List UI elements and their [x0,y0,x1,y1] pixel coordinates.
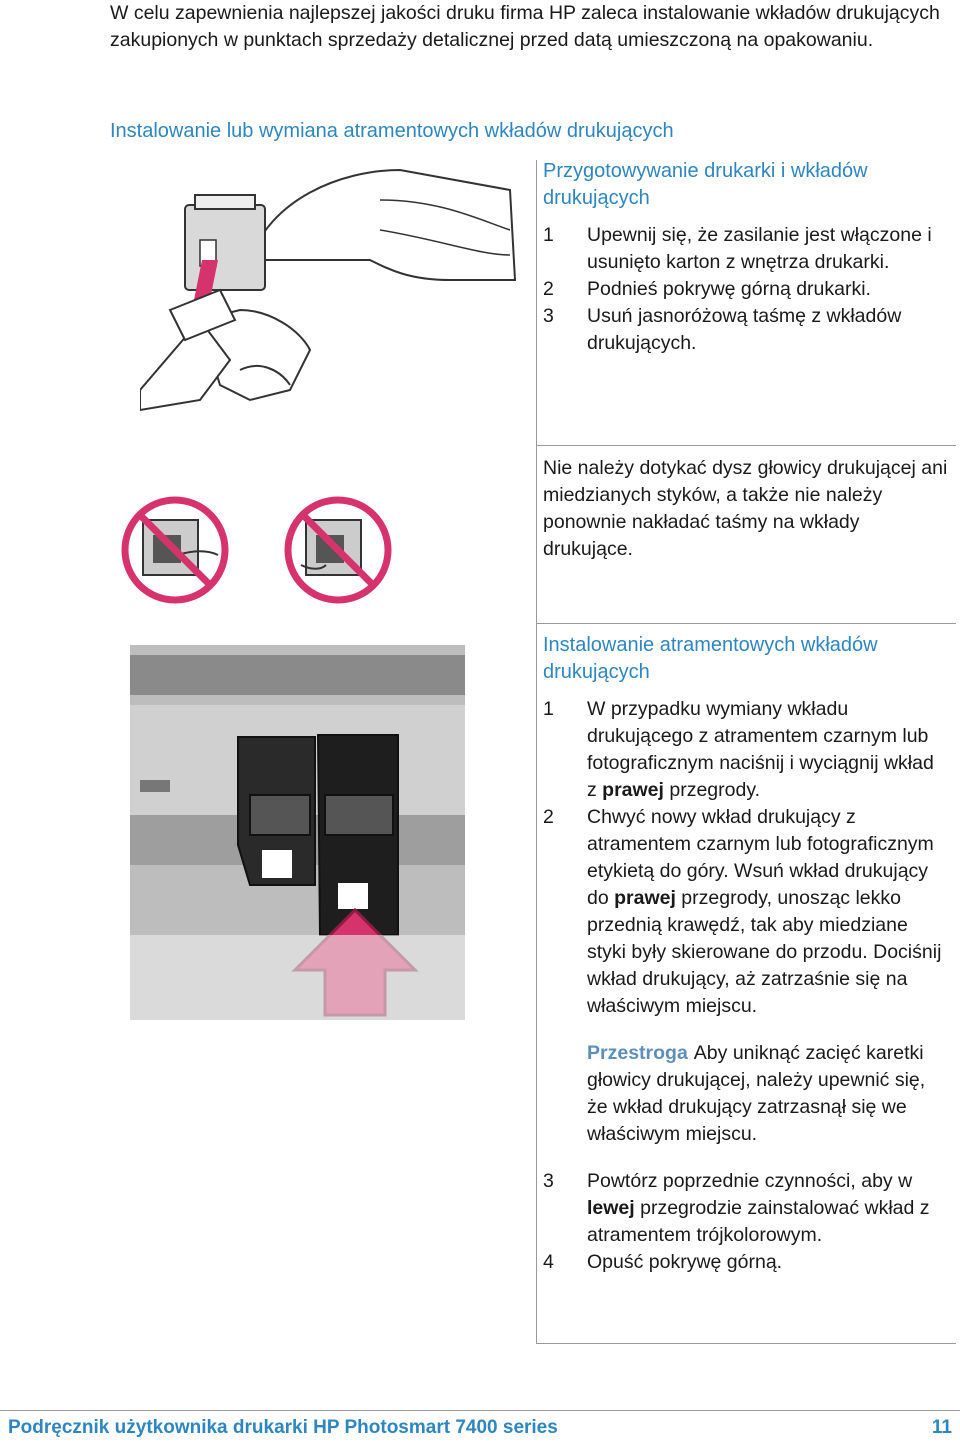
install-steps-continued [543,1168,948,1276]
emphasis: prawej [614,887,676,909]
caution-text: Aby uniknąć zacięć karetki głowicy drukującej, należy upewnić się, że wkład drukujący zatrzasnął się we właściwym miejscu. [587,1042,926,1145]
column-divider [536,445,537,623]
carriage-illustration [130,645,465,1020]
step-text: przegrody. [663,779,761,801]
cartridge-hand-illustration [140,160,530,440]
install-section [543,632,948,1276]
step-number: 4 [543,1251,554,1273]
step-number: 2 [543,806,554,828]
page-footer [0,1410,960,1445]
step-text: Podnieś pokrywę górną drukarki. [587,278,871,300]
list-item [543,276,948,303]
warning-text: Nie należy dotykać dysz głowicy drukującej ani miedzianych styków, a także nie należy ponownie nakładać taśmy na wkłady drukujące. [543,457,948,560]
step-number: 3 [543,305,554,327]
step-number: 1 [543,224,554,246]
warning-section [543,455,948,563]
prohibition-icon [125,500,225,600]
step-text: Opuść pokrywę górną. [587,1251,783,1273]
prohibition-icon [288,500,388,600]
section-title: Instalowanie lub wymiana atramentowych wkładów drukujących [110,120,674,142]
step-number: 3 [543,1170,554,1192]
install-steps [543,696,948,1020]
column-divider [536,623,537,1343]
list-item [543,696,948,804]
emphasis: prawej [602,779,664,801]
column-divider [536,160,537,445]
step-text: Powtórz poprzednie czynności, aby w [587,1170,913,1192]
row-divider [536,1343,956,1344]
list-item [543,1249,948,1276]
list-item [543,303,948,357]
do-not-touch-illustration [118,495,398,610]
caution-label: Przestroga [587,1042,688,1064]
step-text: Upewnij się, że zasilanie jest włączone i usunięto karton z wnętrza drukarki. [587,224,932,273]
footer-title: Podręcznik użytkownika drukarki HP Photosmart 7400 series [8,1417,558,1438]
prepare-steps [543,222,948,357]
step-text: Usuń jasnoróżową taśmę z wkładów drukujących. [587,305,902,354]
prepare-section [543,158,948,357]
step-text: przegrodzie zainstalować wkład z atramentem trójkolorowym. [587,1197,930,1246]
install-title: Instalowanie atramentowych wkładów drukujących [543,634,878,683]
step-text: Chwyć nowy wkład drukujący z atramentem czarnym lub fotograficznym etykietą do góry. Wsuń wkład drukujący do [587,806,934,909]
caution-note [587,1040,948,1148]
step-text: W przypadku wymiany wkładu drukującego z atramentem czarnym lub fotograficznym naciśnij i wyciągnij wkład z [587,698,934,801]
list-item [543,222,948,276]
step-number: 1 [543,698,554,720]
prepare-title: Przygotowywanie drukarki i wkładów drukujących [543,160,868,209]
row-divider [536,445,956,446]
step-number: 2 [543,278,554,300]
step-text: przegrody, unosząc lekko przednią krawędź, tak aby miedziane styki były skierowane do przodu. Dociśnij wkład drukujący, aż zatrzaśnie się na właściwym miejscu. [587,887,942,1017]
emphasis: lewej [587,1197,635,1219]
list-item [543,1168,948,1249]
page-number: 11 [931,1417,952,1438]
intro-paragraph: W celu zapewnienia najlepszej jakości druku firma HP zaleca instalowanie wkładów drukujących zakupionych w punktach sprzedaży detalicznej przed datą umieszczoną na opakowaniu. [110,2,940,51]
row-divider [536,623,956,624]
list-item [543,804,948,1020]
